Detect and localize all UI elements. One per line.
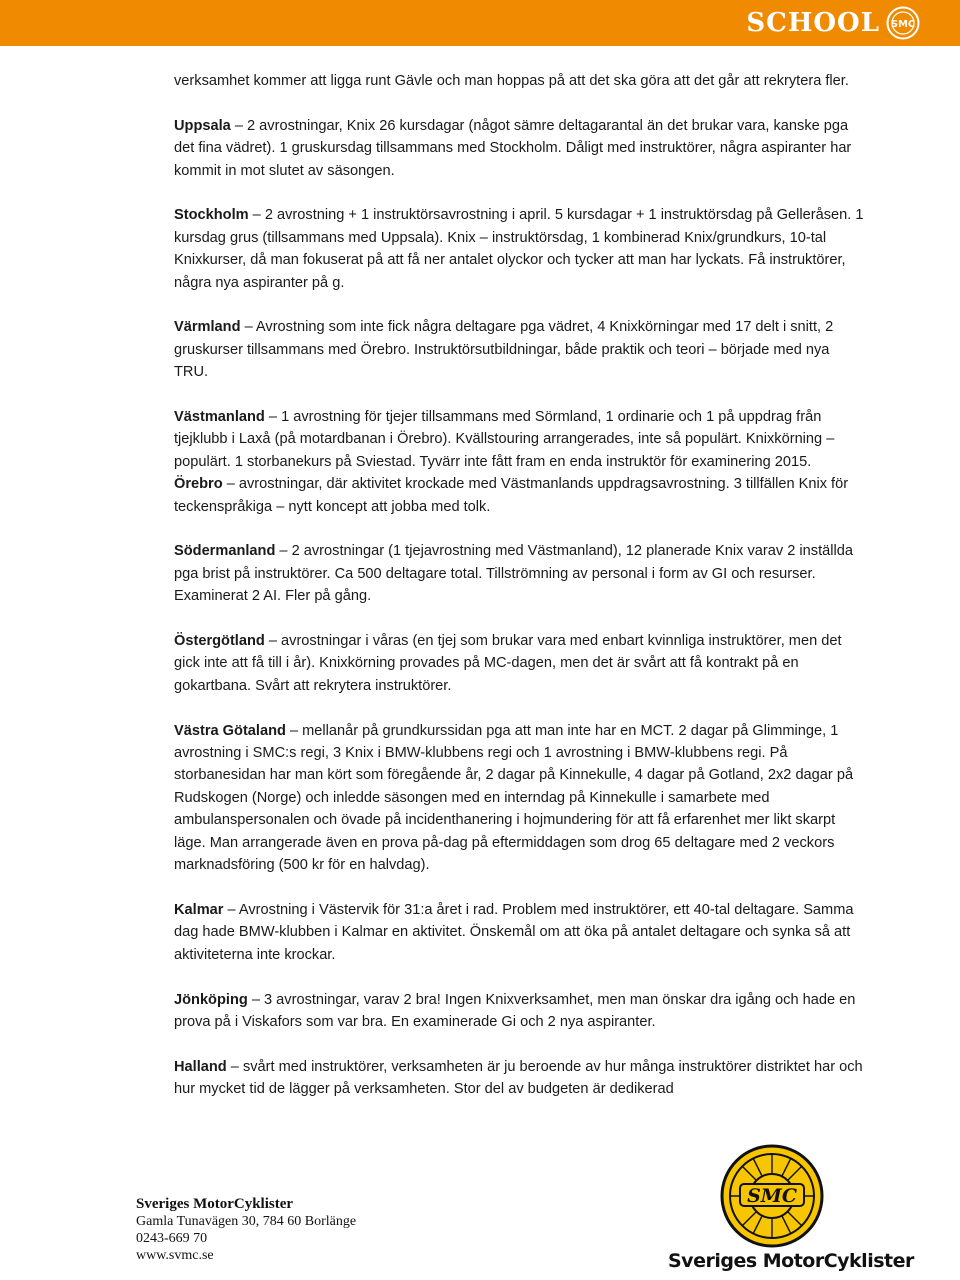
paragraph-stockholm: [174, 204, 864, 294]
region-name: Kalmar: [174, 901, 224, 918]
footer-logo: [668, 1142, 914, 1277]
region-name: Uppsala: [174, 117, 231, 134]
paragraph-varmland: [174, 316, 864, 383]
region-text: – avrostningar, där aktivitet krockade med Västmanlands uppdragsavrostning. 3 tillfällen Knix för teckenspråkiga – nytt koncept att jobba med tolk.: [174, 476, 849, 515]
school-logo: [746, 6, 920, 40]
paragraph-jonkoping: [174, 989, 864, 1034]
paragraph-ostergotland: [174, 630, 864, 697]
paragraph-vastra-gotaland: [174, 720, 864, 877]
header-emblem-text: SMC: [890, 19, 916, 30]
region-name: Stockholm: [174, 207, 249, 224]
footer-logo-text: Sveriges MotorCyklister: [668, 1250, 914, 1272]
region-text: – 1 avrostning för tjejer tillsammans med Sörmland, 1 ordinarie och 1 på uppdrag från tjejklubb i Laxå (på motardbanan i Örebro). Kvällstouring arrangerades, inte så populärt. Knixkörning – populärt. 1 storbanekurs på Sviestad. Tyvärr inte fått fram en enda instruktör för examinering 2015.: [174, 409, 835, 470]
region-text: – Avrostning som inte fick några deltagare pga vädret, 4 Knixkörningar med 17 delt i snitt, 2 gruskurser tillsammans med Örebro. Instruktörsutbildningar, både praktik och teori – började med nya TRU.: [174, 319, 834, 381]
footer-emblem-text: SMC: [747, 1185, 797, 1207]
region-name: Örebro: [174, 476, 223, 493]
school-logo-text: SCHOOL: [746, 8, 880, 38]
region-text: – 2 avrostningar, Knix 26 kursdagar (något sämre deltagarantal än det brukar vara, kanske pga det fina vädret). 1 gruskursdag tillsammans med Stockholm. Dåligt med instruktörer, några aspiranter har kommit in mot slutet av säsongen.: [174, 117, 852, 179]
smc-emblem-icon: [886, 6, 920, 40]
region-name: Västra Götaland: [174, 722, 286, 739]
region-text: – mellanår på grundkurssidan pga att man inte har en MCT. 2 dagar på Glimminge, 1 avrostning i SMC:s regi, 3 Knix i BMW-klubbens regi och 1 avrostning i BMW-klubbens regi. På storbanesidan har man kört som föregående år, 2 dagar på Kinnekulle, 4 dagar på Gotland, 2x2 dagar på Rudskogen (Norge) och inledde säsongen med en interndag på Kinnekulle i samarbete med ambulanspersonalen och övade på incidenthanering i hojmundering för att få erfarenhet mer likt skarpt läge. Man arrangerade även en prova på-dag på eftermiddagen som drog 65 deltagare med 2 veckors marknadsföring (500 kr för en halvdag).: [174, 722, 854, 874]
paragraph-orebro: [174, 473, 864, 518]
region-text: – 2 avrostningar (1 tjejavrostning med Västmanland), 12 planerade Knix varav 2 inställda pga brist på instruktörer. Ca 500 deltagare total. Tillströmning av personal i form av GI och resurser. Examinerat 2 AI. Fler på gång.: [174, 543, 853, 605]
footer-street-address: Gamla Tunavägen 30, 784 60 Borlänge: [136, 1214, 357, 1229]
footer-org-name: Sveriges MotorCyklister: [136, 1196, 294, 1212]
region-text: – svårt med instruktörer, verksamheten är ju beroende av hur många instruktörer distriktet har och hur mycket tid de lägger på verksamheten. Stor del av budgeten är dedikerad: [174, 1058, 863, 1098]
region-text: – 2 avrostning + 1 instruktörsavrostning i april. 5 kursdagar + 1 instruktörsdag på Gelleråsen. 1 kursdag grus (tillsammans med Uppsala). Knix – instruktörsdag, 1 kombinerad Knix/grundkurs, 10-tal Knixkurser, då man fokuserat på att få ner antalet olyckor och tycker att man har lyckats. Få instruktörer, några nya aspiranter på g.: [174, 207, 864, 291]
region-name: Västmanland: [174, 409, 265, 426]
paragraph-kalmar: [174, 899, 864, 966]
footer-website-link[interactable]: www.svmc.se: [136, 1248, 214, 1263]
paragraph-sodermanland: [174, 540, 864, 607]
region-name: Halland: [174, 1058, 227, 1075]
region-name: Östergötland: [174, 633, 265, 650]
region-text: – avrostningar i våras (en tjej som brukar vara med enbart kvinnliga instruktörer, men det gick inte att få till i år). Knixkörning provades på MC-dagen, men det är svårt att få kontrakt på en gokartbana. Svårt att rekrytera instruktörer.: [174, 633, 842, 694]
document-body: [174, 70, 864, 1101]
footer-address: [136, 1196, 356, 1264]
region-name: Värmland: [174, 319, 241, 336]
region-name: Jönköping: [174, 991, 248, 1008]
region-name: Södermanland: [174, 543, 276, 560]
region-text: – Avrostning i Västervik för 31:a året i rad. Problem med instruktörer, ett 40-tal deltagare. Samma dag hade BMW-klubben i Kalmar en aktivitet. Önskemål om att öka på antalet deltagare och synka så att aktiviteterna inte krockar.: [174, 901, 854, 963]
footer-phone: 0243-669 70: [136, 1231, 208, 1246]
header-band: [0, 0, 960, 46]
paragraph-uppsala: [174, 115, 864, 182]
region-text: – 3 avrostningar, varav 2 bra! Ingen Knixverksamhet, men man önskar dra igång och hade en prova på i Viskafors som var bra. En examinerade Gi och 2 nya aspiranter.: [174, 991, 856, 1030]
paragraph-halland: [174, 1056, 864, 1101]
smc-wheel-emblem-icon: [718, 1142, 826, 1250]
intro-paragraph: verksamhet kommer att ligga runt Gävle och man hoppas på att det ska göra att det går att rekrytera fler.: [174, 73, 849, 89]
paragraph-vastmanland: [174, 406, 864, 473]
